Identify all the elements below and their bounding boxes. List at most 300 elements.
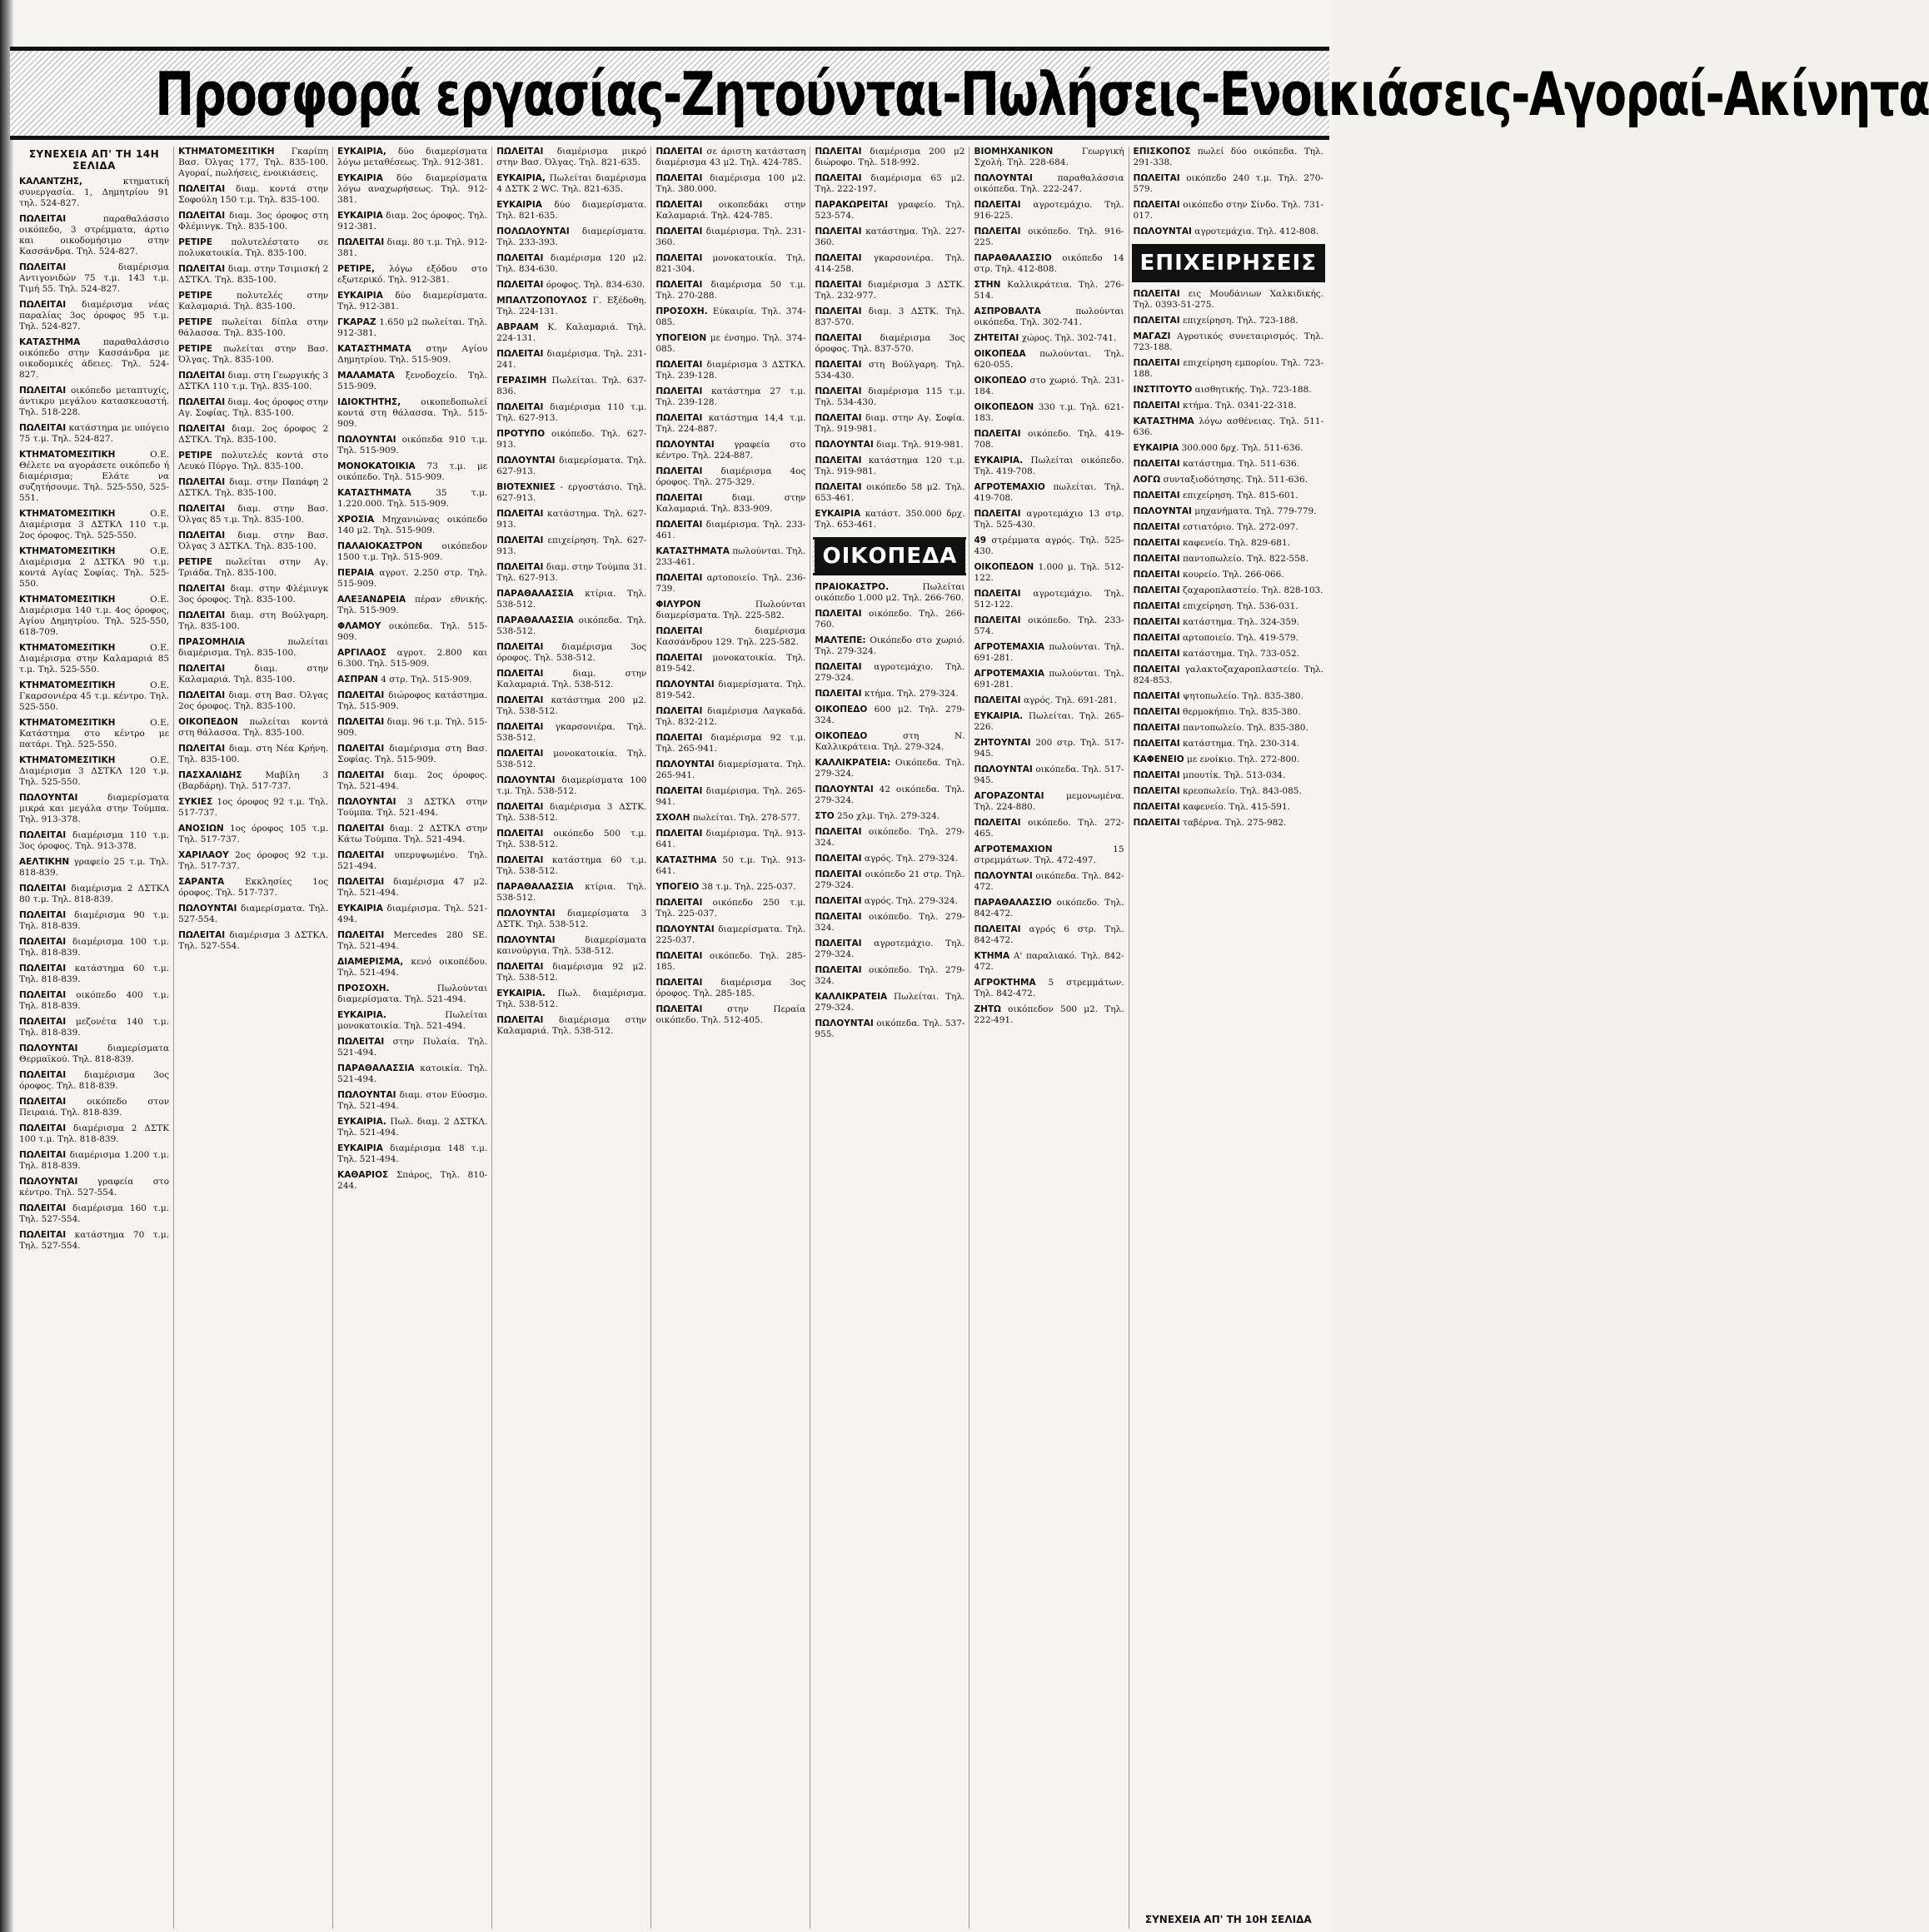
classified-ad xyxy=(974,535,1124,557)
ad-lead-word: ΠΩΛΕΙΤΑΙ xyxy=(815,280,862,290)
classified-ad xyxy=(496,962,646,983)
classified-ad xyxy=(655,413,805,435)
ad-lead-word: ΠΩΛΕΙΤΑΙ xyxy=(655,227,703,237)
ad-lead-word: ΠΑΡΑΘΑΛΑΣΣΙΑ xyxy=(496,589,574,599)
ad-body: παραθαλάσσιο οικόπεδο, 3 στρέμματα, άρτιο και οικοδομήσιμο στην Κασσάνδρα. Τηλ. 524-827. xyxy=(19,214,170,256)
ad-lead-word: ΕΠΙΣΚΟΠΟΣ xyxy=(1133,147,1191,157)
classified-ad xyxy=(496,749,646,770)
ad-lead-word: ΑΓΟΡΑΖΟΝΤΑΙ xyxy=(974,791,1044,801)
ad-body: επιχείρηση. Τηλ. 536-031. xyxy=(1183,601,1298,611)
ad-body: Γκαρίπη Βασ. Όλγας 177, Τηλ. 835-100. Αγοραί, πωλήσεις, ενοικιάσεις. xyxy=(178,147,329,178)
ad-body: οικοπεδάκι στην Καλαμαριά. Τηλ. 424-785. xyxy=(655,200,806,221)
ad-lead-word: ΟΙΚΟΠΕΔΑ xyxy=(974,349,1026,359)
ad-body: αγροτεμάχιο. Τηλ. 279-324. xyxy=(815,662,965,683)
classified-ad xyxy=(1134,554,1323,565)
classified-ad xyxy=(815,173,964,195)
ad-lead-word: ΠΩΛΕΙΤΑΙ xyxy=(974,924,1021,934)
classified-ad xyxy=(178,477,328,499)
classified-ad xyxy=(337,648,487,670)
ad-body: διαμερίσματα καινούργια. Τηλ. 538-512. xyxy=(496,935,647,956)
classified-ad xyxy=(19,546,169,590)
classified-ad xyxy=(337,877,487,899)
ad-body: πωλείται διαμέρισμα. Τηλ. 835-100. xyxy=(178,637,329,658)
classified-ad xyxy=(19,1017,169,1038)
ad-body: οικόπεδα. Τηλ. 842-472. xyxy=(974,871,1124,892)
ad-body: υπερυψωμένο. Τηλ. 521-494. xyxy=(337,850,488,871)
ad-body: κατοικία. Τηλ. 521-494. xyxy=(337,1063,488,1084)
ad-body: διαμέρισμα 4ος όροφος. Τηλ. 275-329. xyxy=(655,466,806,487)
ad-body: διαμέρισμα. Τηλ. 231-241. xyxy=(496,349,647,370)
ad-body: διαμέρισμα Αντιγονιδών 75 τ.μ. 143 τ.μ. Τιμή 55. Τηλ. 524-827. xyxy=(19,262,170,294)
ad-body: 4 στρ. Τηλ. 515-909. xyxy=(381,675,472,685)
classified-ad xyxy=(1134,227,1323,237)
ad-body: 1ος όροφος 105 τ.μ. Τηλ. 517-737. xyxy=(178,824,329,844)
ad-body: οικόπεδα. Τηλ. 538-512. xyxy=(496,615,647,636)
classified-ad xyxy=(496,200,646,222)
classified-ad xyxy=(974,482,1124,504)
classified-ad xyxy=(1134,147,1323,168)
ad-lead-word: ΟΙΚΟΠΕΔΟ xyxy=(815,705,868,715)
ad-body: διαμέρισμα 160 τ.μ. Τηλ. 527-554. xyxy=(19,1203,170,1224)
ad-lead-word: ΛΟΓΩ xyxy=(1133,475,1161,485)
ad-body: διαμ. στον Εύοσμο. Τηλ. 521-494. xyxy=(337,1090,488,1111)
classified-ad xyxy=(496,615,646,637)
classified-ad xyxy=(337,147,487,168)
ad-lead-word: ΠΩΛΟΥΝΤΑΙ xyxy=(815,784,874,794)
ad-lead-word: ΠΩΛΕΙΤΑΙ xyxy=(337,744,385,754)
ad-lead-word: ΠΩΛΕΙΤΑΙ xyxy=(19,386,67,396)
ad-lead-word: ΠΩΛΕΙΤΑΙ xyxy=(496,349,544,359)
ad-lead-word: ΔΙΑΜΕΡΙΣΜΑ, xyxy=(337,957,404,967)
ad-lead-word: ΣΤΗΝ xyxy=(974,280,1001,290)
ad-body: διαμ. στη Νέα Κρήνη. Τηλ. 835-100. xyxy=(178,744,329,764)
classified-ad xyxy=(337,568,487,590)
section-title: ΟΙΚΟΠΕΔΑ xyxy=(815,540,966,573)
ad-body: διαμέρισμα στη Βασ. Σοφίας. Τηλ. 515-909. xyxy=(337,744,488,764)
classified-ad xyxy=(974,349,1124,371)
classified-ad xyxy=(974,898,1124,919)
ad-lead-word: ΜΑΛΑΜΑΤΑ xyxy=(337,371,395,381)
ad-lead-word: ΠΩΛΟΥΝΤΑΙ xyxy=(815,1018,874,1028)
ad-lead-word: ΠΩΛΟΥΝΤΑΙ xyxy=(337,797,396,807)
ad-lead-word: ΠΩΛΟΥΝΤΑΙ xyxy=(496,935,556,945)
ad-body: διαμερίσματα. Τηλ. 527-554. xyxy=(178,904,329,924)
classified-ad xyxy=(1134,633,1323,644)
ad-lead-word: ΠΩΛΟΥΝΤΑΙ xyxy=(19,1043,78,1053)
classified-ad xyxy=(1134,522,1323,533)
ad-lead-word: ΠΩΛΕΙΤΑΙ xyxy=(1133,739,1180,749)
ad-body: 25ο χλμ. Τηλ. 279-324. xyxy=(837,811,940,821)
classified-ad xyxy=(496,535,646,557)
ad-body: αγροτεμάχιο. Τηλ. 916-225. xyxy=(974,200,1124,221)
ad-lead-word: ΠΩΛΟΥΝΤΑΙ xyxy=(19,1177,78,1187)
ad-lead-word: ΠΩΛΕΙΤΑΙ xyxy=(655,626,703,636)
ad-body: Πωλείται. Τηλ. 637-836. xyxy=(496,376,647,396)
classified-ad xyxy=(655,493,805,515)
ad-lead-word: ΠΩΛΕΙΤΑΙ xyxy=(19,262,67,272)
ad-lead-word: ΠΩΛΕΙΤΑΙ xyxy=(1133,802,1180,812)
ad-body: οικόπεδο. Τηλ. 279-324. xyxy=(815,827,965,848)
ad-body: διαμέρισμα 3ος όροφος. Τηλ. 538-512. xyxy=(496,642,647,663)
classified-ad xyxy=(337,461,487,483)
ad-column-1 xyxy=(15,147,174,1929)
ad-lead-word: ΕΥΚΑΙΡΙΑ. xyxy=(974,711,1024,721)
ad-body: κτήμα. Τηλ. 0341-22-318. xyxy=(1183,401,1297,411)
ad-body: 1.000 μ. Τηλ. 512-122. xyxy=(974,562,1124,583)
ad-body: διαμ. 2ος όροφος. Τηλ. 521-494. xyxy=(337,770,488,791)
ad-lead-word: ΠΩΛΕΙΤΑΙ xyxy=(655,386,703,396)
ad-lead-word: ΠΩΛΕΙΤΑΙ xyxy=(178,424,226,434)
classified-ad xyxy=(178,291,328,312)
ad-body: ζαχαροπλαστείο. Τηλ. 828-103. xyxy=(1183,585,1323,595)
classified-ad xyxy=(655,386,805,408)
classified-ad xyxy=(974,924,1124,946)
ad-body: οικόπεδο 400 τ.μ. Τηλ. 818-839. xyxy=(19,990,170,1011)
classified-ad xyxy=(496,1015,646,1037)
binding-spine xyxy=(0,0,13,1932)
classified-ad xyxy=(337,435,487,456)
classified-ad xyxy=(178,904,328,925)
ad-lead-word: ΠΩΛΕΙΤΑΙ xyxy=(1133,585,1180,595)
classified-ad xyxy=(655,626,805,648)
ad-lead-word: ΠΩΛΕΙΤΑΙ xyxy=(496,402,544,412)
ad-body: κατάστημα. Τηλ. 230-314. xyxy=(1183,739,1300,749)
classified-ad xyxy=(974,764,1124,786)
classified-ad xyxy=(178,637,328,659)
ad-lead-word: ΠΩΛΕΙΤΑΙ xyxy=(815,173,862,183)
ad-body: με ένσημο. Τηλ. 374-085. xyxy=(655,333,806,354)
ad-lead-word: ΚΑΤΑΣΤΗΜΑ xyxy=(19,337,81,347)
section-title: ΕΠΙΧΕΙΡΗΣΕΙΣ xyxy=(1132,246,1325,280)
ad-body: Αγροτικός συνεταιρισμός. Τηλ. 723-188. xyxy=(1133,331,1324,352)
ad-lead-word: ΟΙΚΟΠΕΔΟ xyxy=(974,376,1027,386)
ad-column-2 xyxy=(174,147,333,1929)
ad-lead-word: ΠΩΛΕΙΤΑΙ xyxy=(178,477,226,487)
classified-ad xyxy=(19,830,169,852)
ad-lead-word: ΠΩΛΕΙΤΑΙ xyxy=(655,466,703,476)
ad-body: αγρός. Τηλ. 279-324. xyxy=(864,854,958,864)
classified-ad xyxy=(974,200,1124,222)
ad-body: διαμ. στη Βούλγαρη. Τηλ. 835-100. xyxy=(178,610,329,631)
classified-ad xyxy=(496,722,646,744)
classified-ad xyxy=(655,253,805,275)
classified-ad xyxy=(496,669,646,690)
ad-lead-word: ΜΠΑΛΤΖΟΠΟΥΛΟΣ xyxy=(496,296,587,306)
classified-ad xyxy=(19,1203,169,1225)
classified-ad xyxy=(974,615,1124,637)
classified-ad xyxy=(178,824,328,845)
ad-body: οικόπεδο μεταπτυχίς, άντικρυ μεγάλου κατασκευαστή. Τηλ. 518-228. xyxy=(19,386,170,417)
classified-ad xyxy=(337,397,487,430)
ad-lead-word: ΑΒΡΑΑΜ xyxy=(496,322,539,332)
ad-body: μονοκατοικία. Τηλ. 821-304. xyxy=(655,253,806,274)
ad-lead-word: ΒΙΟΜΗΧΑΝΙΚΟΝ xyxy=(974,147,1054,157)
ad-body: γραφείο. Τηλ. 523-574. xyxy=(815,200,965,221)
ad-body: κατάστημα. Τηλ. 627-913. xyxy=(496,509,647,530)
section-header-plots xyxy=(813,537,966,575)
ad-lead-word: ΠΑΡΑΘΑΛΑΣΣΙΑ xyxy=(337,1063,415,1073)
classified-ad xyxy=(1134,665,1323,686)
ad-lead-word: ΠΩΛΕΙΤΑΙ xyxy=(496,147,544,157)
classified-ad xyxy=(1134,601,1323,612)
classified-ad xyxy=(815,147,964,168)
ad-body: οικόπεδο 58 μ2. Τηλ. 653-461. xyxy=(815,482,965,503)
ad-body: διαμέρισμα 90 τ.μ. Τηλ. 818-839. xyxy=(19,910,170,931)
ad-body: διαμέρισμα 3ος όροφος. Τηλ. 818-839. xyxy=(19,1070,170,1091)
ad-lead-word: ΦΛΑΜΟΥ xyxy=(337,621,381,631)
classified-ad xyxy=(1134,475,1323,485)
ad-lead-word: ΣΑΡΑΝΤΑ xyxy=(178,877,225,887)
ad-body: Ο.Ε. Θέλετε να αγοράσετε οικόπεδο ή διαμέρισμα; Ελάτε να συζητήσουμε. Τηλ. 525-550, 525-551. xyxy=(19,450,170,503)
ad-lead-word: ΠΩΛΕΙΤΑΙ xyxy=(974,509,1021,519)
ad-lead-word: ΚΤΗΜΑΤΟΜΕΣΙΤΙΚΗ xyxy=(19,509,116,519)
continued-to-label: ΣΥΝΕΧΕΙΑ ΑΠ' ΤΗ 10Η ΣΕΛΙΔΑ xyxy=(1129,1911,1328,1925)
classified-ad xyxy=(19,595,169,638)
ad-body: γαλακτοζαχαροπλαστείο. Τηλ. 824-853. xyxy=(1133,665,1324,685)
classified-ad xyxy=(815,965,964,987)
ad-body: 200 στρ. Τηλ. 517-945. xyxy=(974,738,1124,759)
ad-body: πωλούνται οικόπεδα. Τηλ. 302-741. xyxy=(974,306,1124,327)
classified-ad xyxy=(19,423,169,445)
ad-body: αγροτ. 2.250 στρ. Τηλ. 515-909. xyxy=(337,568,488,589)
ad-body: Ο.Ε. Διαμέρισμα 140 τ.μ. 4ος όροφος, Αγίου Δημητρίου. Τηλ. 525-550, 618-709. xyxy=(19,595,170,637)
ad-body: 73 τ.μ. με οικόπεδο. Τηλ. 515-909. xyxy=(337,461,488,482)
classified-ad xyxy=(337,1143,487,1165)
ad-body: ταβέρνα. Τηλ. 275-982. xyxy=(1183,818,1287,828)
ad-body: Ο.Ε. Κατάστημα στο κέντρο με πατάρι. Τηλ. 525-550. xyxy=(19,718,170,749)
ad-body: γκαρσονιέρα. Τηλ. 538-512. xyxy=(496,722,647,743)
ad-lead-word: ΠΩΛΕΙΤΑΙ xyxy=(337,824,385,834)
ad-lead-word: ΠΩΛΕΙΤΑΙ xyxy=(655,253,703,263)
classified-ad xyxy=(974,1004,1124,1026)
ad-lead-word: ΚΤΗΜΑΤΟΜΕΣΙΤΙΚΗ xyxy=(19,450,116,460)
ad-lead-word: ΚΤΗΜΑΤΟΜΕΣΙΤΙΚΗ xyxy=(19,643,116,653)
classified-ad xyxy=(496,227,646,248)
ad-lead-word: ΠΩΛΕΙΤΑΙ xyxy=(655,898,703,908)
ad-lead-word: ΑΓΡΟΤΕΜΑΧΙΑ xyxy=(974,669,1044,679)
classified-ad xyxy=(974,333,1124,344)
ad-body: σε άριστη κατάσταση διαμέρισμα 43 μ2. Τηλ. 424-785. xyxy=(655,147,806,167)
ad-lead-word: ΠΩΛΕΙΤΑΙ xyxy=(19,1123,67,1133)
classified-ad xyxy=(815,509,964,530)
ad-body: πολυτελέστατο σε πολυκατοικία. Τηλ. 835-100. xyxy=(178,237,329,258)
ad-lead-word: ΠΩΛΕΙΤΑΙ xyxy=(337,850,385,860)
classified-ad xyxy=(19,1150,169,1172)
classified-ad xyxy=(1134,754,1323,765)
ad-lead-word: ΠΩΛΕΙΤΑΙ xyxy=(815,253,862,263)
classified-ad xyxy=(655,978,805,999)
classified-ad xyxy=(337,770,487,792)
ad-body: Ο.Ε. Γκαρσονιέρα 45 τ.μ. κέντρο. Τηλ. 525-550. xyxy=(19,680,170,712)
ad-body: οικόπεδο 250 τ.μ. Τηλ. 225-037. xyxy=(655,898,806,919)
ad-body: γραφεία στο κέντρο. Τηλ. 224-887. xyxy=(655,440,806,461)
classified-ad xyxy=(815,705,964,726)
ad-body: 50 τ.μ. Τηλ. 913-641. xyxy=(655,855,806,876)
ad-lead-word: ΠΩΛΕΙΤΑΙ xyxy=(974,227,1021,237)
ad-body: διαμέρισμα 120 μ2. Τηλ. 834-630. xyxy=(496,253,647,274)
classified-ad xyxy=(19,718,169,750)
classified-ad xyxy=(19,1177,169,1198)
ad-lead-word: ΚΑΛΛΙΚΡΑΤΕΙΑ: xyxy=(815,758,891,768)
classified-ad xyxy=(1134,200,1323,222)
ad-body: στρέμματα αγρός. Τηλ. 525-430. xyxy=(974,535,1124,556)
ad-lead-word: ΠΩΛΕΙΤΑΙ xyxy=(178,930,226,940)
ad-lead-word: ΠΩΛΕΙΤΑΙ xyxy=(19,1230,67,1240)
ad-lead-word: ΕΥΚΑΙΡΙΑ xyxy=(337,291,383,301)
ad-lead-word: ΑΣΠΡΑΝ xyxy=(337,675,378,685)
classified-ad xyxy=(815,635,964,657)
ad-body: μονοκατοικία. Τηλ. 538-512. xyxy=(496,749,647,769)
ad-body: πωλεί δύο οικόπεδα. Τηλ. 291-338. xyxy=(1133,147,1323,167)
ad-lead-word: ΠΩΛΟΥΝΤΑΙ xyxy=(337,435,396,445)
classified-ad xyxy=(19,300,169,332)
ad-lead-word: ΠΑΡΑΘΑΛΑΣΣΙΑ xyxy=(496,615,574,625)
ad-body: 330 τ.μ. Τηλ. 621-183. xyxy=(974,402,1124,423)
classified-ad xyxy=(974,738,1124,759)
ad-body: μπουτίκ. Τηλ. 513-034. xyxy=(1183,770,1286,780)
ad-lead-word: ΠΩΛΕΙΤΑΙ xyxy=(337,930,385,940)
ad-body: διαμ. 96 τ.μ. Τηλ. 515-909. xyxy=(337,717,488,738)
ad-body: γραφεία στο κέντρο. Τηλ. 527-554. xyxy=(19,1177,170,1198)
ad-body: αρτοποιείο. Τηλ. 419-579. xyxy=(1183,633,1298,643)
ad-lead-word: ΠΩΛΕΙΤΑΙ xyxy=(974,695,1021,705)
ad-lead-word: ΠΩΛΕΙΤΑΙ xyxy=(178,584,226,594)
ad-body: μονοκατοικία. Τηλ. 819-542. xyxy=(655,653,806,674)
ad-body: λόγω εξόδου στο εξωτερικό. Τηλ. 912-381. xyxy=(337,264,488,285)
ad-body: διαμερίσματα. Τηλ. 225-037. xyxy=(655,924,806,945)
classified-ad xyxy=(337,983,487,1005)
ad-body: οικόπεδον 1500 τ.μ. Τηλ. 515-909. xyxy=(337,541,488,562)
ad-lead-word: ΠΩΛΟΥΝΤΑΙ xyxy=(496,909,556,919)
ad-body: διαμ. στην Παπάφη 2 ΔΣΤΚΛ. Τηλ. 835-100. xyxy=(178,477,329,498)
classified-ad xyxy=(655,829,805,850)
ad-lead-word: ΠΩΛΕΙΤΑΙ xyxy=(655,200,703,210)
classified-ad xyxy=(19,643,169,675)
ad-body: στην Αγίου Δημητρίου. Τηλ. 515-909. xyxy=(337,344,488,365)
classified-ad xyxy=(655,440,805,461)
classified-ad xyxy=(974,951,1124,973)
ad-lead-word: ΠΩΛΕΙΤΑΙ xyxy=(1133,649,1180,659)
ad-lead-word: ΠΩΛΕΙΤΑΙ xyxy=(19,884,67,894)
classified-ad xyxy=(19,937,169,959)
ad-body: κτηματική συνεργασία. 1, Δημητρίου 91 τηλ. 524-827. xyxy=(19,177,170,208)
classified-ad xyxy=(178,584,328,605)
classified-ad xyxy=(815,811,964,822)
ad-body: διαμέρισμα 65 μ2. Τηλ. 222-197. xyxy=(815,173,965,194)
ad-body: συνταξιοδότησης. Τηλ. 511-636. xyxy=(1163,475,1308,485)
classified-ad xyxy=(19,450,169,504)
ad-lead-word: ΟΙΚΟΠΕΔΟΝ xyxy=(974,402,1034,412)
ad-body: πωλούνται. Τηλ. 233-461. xyxy=(655,546,806,567)
classified-ad xyxy=(815,280,964,301)
classified-ad xyxy=(655,813,805,824)
classified-ad xyxy=(655,924,805,946)
ad-lead-word: ΠΩΛΕΙΤΑΙ xyxy=(655,653,703,663)
ad-lead-word: ΠΩΛΕΙΤΑΙ xyxy=(815,306,862,316)
classified-ad xyxy=(178,451,328,472)
ad-body: 300.000 δρχ. Τηλ. 511-636. xyxy=(1181,443,1303,453)
classified-ad xyxy=(815,456,964,477)
classified-ad xyxy=(19,884,169,905)
ad-body: διαμ. στην Βασ. Όλγας 3 ΔΣΤΚΛ. Τηλ. 835-100. xyxy=(178,530,329,551)
ad-body: οικόπεδο στον Πειραιά. Τηλ. 818-839. xyxy=(19,1097,170,1118)
ad-body: Ο.Ε. Διαμέρισμα 2 ΔΣΤΚΛ 90 τ.μ. κοντά Αγίας Σοφίας. Τηλ. 525-550. xyxy=(19,546,170,589)
ad-body: Οικόπεδα. Τηλ. 279-324. xyxy=(815,758,965,779)
ad-body: διαμέρισμα 50 τ.μ. Τηλ. 270-288. xyxy=(655,280,806,301)
ad-lead-word: ΑΛΕΞΑΝΔΡΕΙΑ xyxy=(337,595,406,605)
classified-ad xyxy=(974,669,1124,690)
ad-lead-word: ΠΩΛΕΙΤΑΙ xyxy=(815,147,862,157)
ad-body: διαμ. 2ος όροφος. Τηλ. 912-381. xyxy=(337,211,488,232)
ad-body: διαμερίσματα. Τηλ. 627-913. xyxy=(496,456,647,476)
classified-ad xyxy=(337,690,487,712)
ad-body: κατάστημα. Τηλ. 324-359. xyxy=(1183,617,1300,627)
classified-ad xyxy=(178,237,328,259)
ad-lead-word: ΠΩΛΕΙΤΑΙ xyxy=(19,1150,67,1160)
classified-ad xyxy=(19,262,169,295)
classified-ad xyxy=(655,280,805,301)
ad-lead-word: ΠΩΛΟΥΝΤΑΙ xyxy=(974,871,1033,881)
ad-lead-word: ΠΩΛΕΙΤΑΙ xyxy=(1133,522,1180,532)
ad-body: δύο διαμερίσματα λόγω αναχωρήσεως. Τηλ. 912-381. xyxy=(337,173,488,205)
ad-body: εις Μουδάνιων Χαλκιδικής. Τηλ. 0393-51-275. xyxy=(1133,289,1323,310)
ad-lead-word: ΠΩΛΕΙΤΑΙ xyxy=(1133,401,1180,411)
ad-body: αγρός. Τηλ. 279-324. xyxy=(864,896,958,906)
ad-lead-word: ΠΑΛΑΙΟΚΑΣΤΡΟΝ xyxy=(337,541,423,551)
ad-lead-word: ΠΑΡΑΘΑΛΑΣΣΙΟ xyxy=(974,253,1052,263)
ad-lead-word: ΑΣΠΡΟΒΑΛΤΑ xyxy=(974,306,1041,316)
ad-lead-word: ΦΙΛΥΡΟΝ xyxy=(655,600,701,610)
ad-body: Εύκαιρία. Τηλ. 374-085. xyxy=(655,306,806,327)
classified-ad xyxy=(655,759,805,781)
ad-body: δύο διαμερίσματα. Τηλ. 912-381. xyxy=(337,291,488,311)
classified-ad xyxy=(815,200,964,222)
ad-body: διαμ. στη Γεωργικής 3 ΔΣΤΚΛ 110 τ.μ. Τηλ. 835-100. xyxy=(178,371,329,391)
ad-lead-word: ΠΩΛΕΙΤΑΙ xyxy=(337,1037,385,1047)
ad-lead-word: ΠΩΛΕΙΤΑΙ xyxy=(655,280,703,290)
classified-ad xyxy=(496,322,646,344)
ad-lead-word: ΡΕΤΙΡΕ xyxy=(178,344,212,354)
ad-body: αισθητικής. Τηλ. 723-188. xyxy=(1194,385,1312,395)
ad-body: Ο.Ε. Διαμέρισμα 3 ΔΣΤΚΛ 120 τ.μ. Τηλ. 525-550. xyxy=(19,755,170,787)
ad-body: στο χωριό. Τηλ. 231-184. xyxy=(974,376,1124,396)
classified-ad xyxy=(19,1123,169,1145)
ad-lead-word: ΖΗΤΩ xyxy=(974,1004,1001,1014)
classified-ad xyxy=(496,775,646,797)
ad-lead-word: ΠΩΛΕΙΤΑΙ xyxy=(496,1015,544,1025)
ad-lead-word: ΠΩΛΕΙΤΑΙ xyxy=(815,386,862,396)
ad-body: πωλείται δίπλα στην θάλασσα. Τηλ. 835-100. xyxy=(178,317,329,338)
ad-body: οικόπεδο. Τηλ. 233-574. xyxy=(974,615,1124,636)
ad-body: διαμ. στην Βασ. Όλγας 85 τ.μ. Τηλ. 835-100. xyxy=(178,504,329,525)
classified-ad xyxy=(178,610,328,632)
ad-lead-word: ΠΩΛΕΙΤΑΙ xyxy=(815,939,862,949)
ad-lead-word: ΠΩΛΕΙΤΑΙ xyxy=(1133,665,1180,675)
ad-lead-word: ΠΩΛΕΙΤΑΙ xyxy=(19,964,67,973)
classified-ad xyxy=(815,758,964,779)
ad-body: κουρείο. Τηλ. 266-066. xyxy=(1183,570,1284,580)
ad-lead-word: ΚΑΛΛΙΚΡΑΤΕΙΑ xyxy=(815,992,888,1002)
classified-ad xyxy=(974,978,1124,999)
ad-lead-word: ΠΩΛΕΙΤΑΙ xyxy=(1133,459,1180,469)
ad-lead-word: ΣΥΚΙΕΣ xyxy=(178,797,213,807)
classified-ad xyxy=(1134,723,1323,734)
ad-lead-word: ΠΩΛΕΙΤΑΙ xyxy=(1133,601,1180,611)
classified-ad xyxy=(655,360,805,381)
ad-lead-word: ΠΕΡΑΙΑ xyxy=(337,568,374,578)
ad-body: διαμερίσματα 100 τ.μ. Τηλ. 538-512. xyxy=(496,775,647,796)
ad-body: διαμ. 3 ΔΣΤΚ. Τηλ. 837-570. xyxy=(815,306,965,327)
